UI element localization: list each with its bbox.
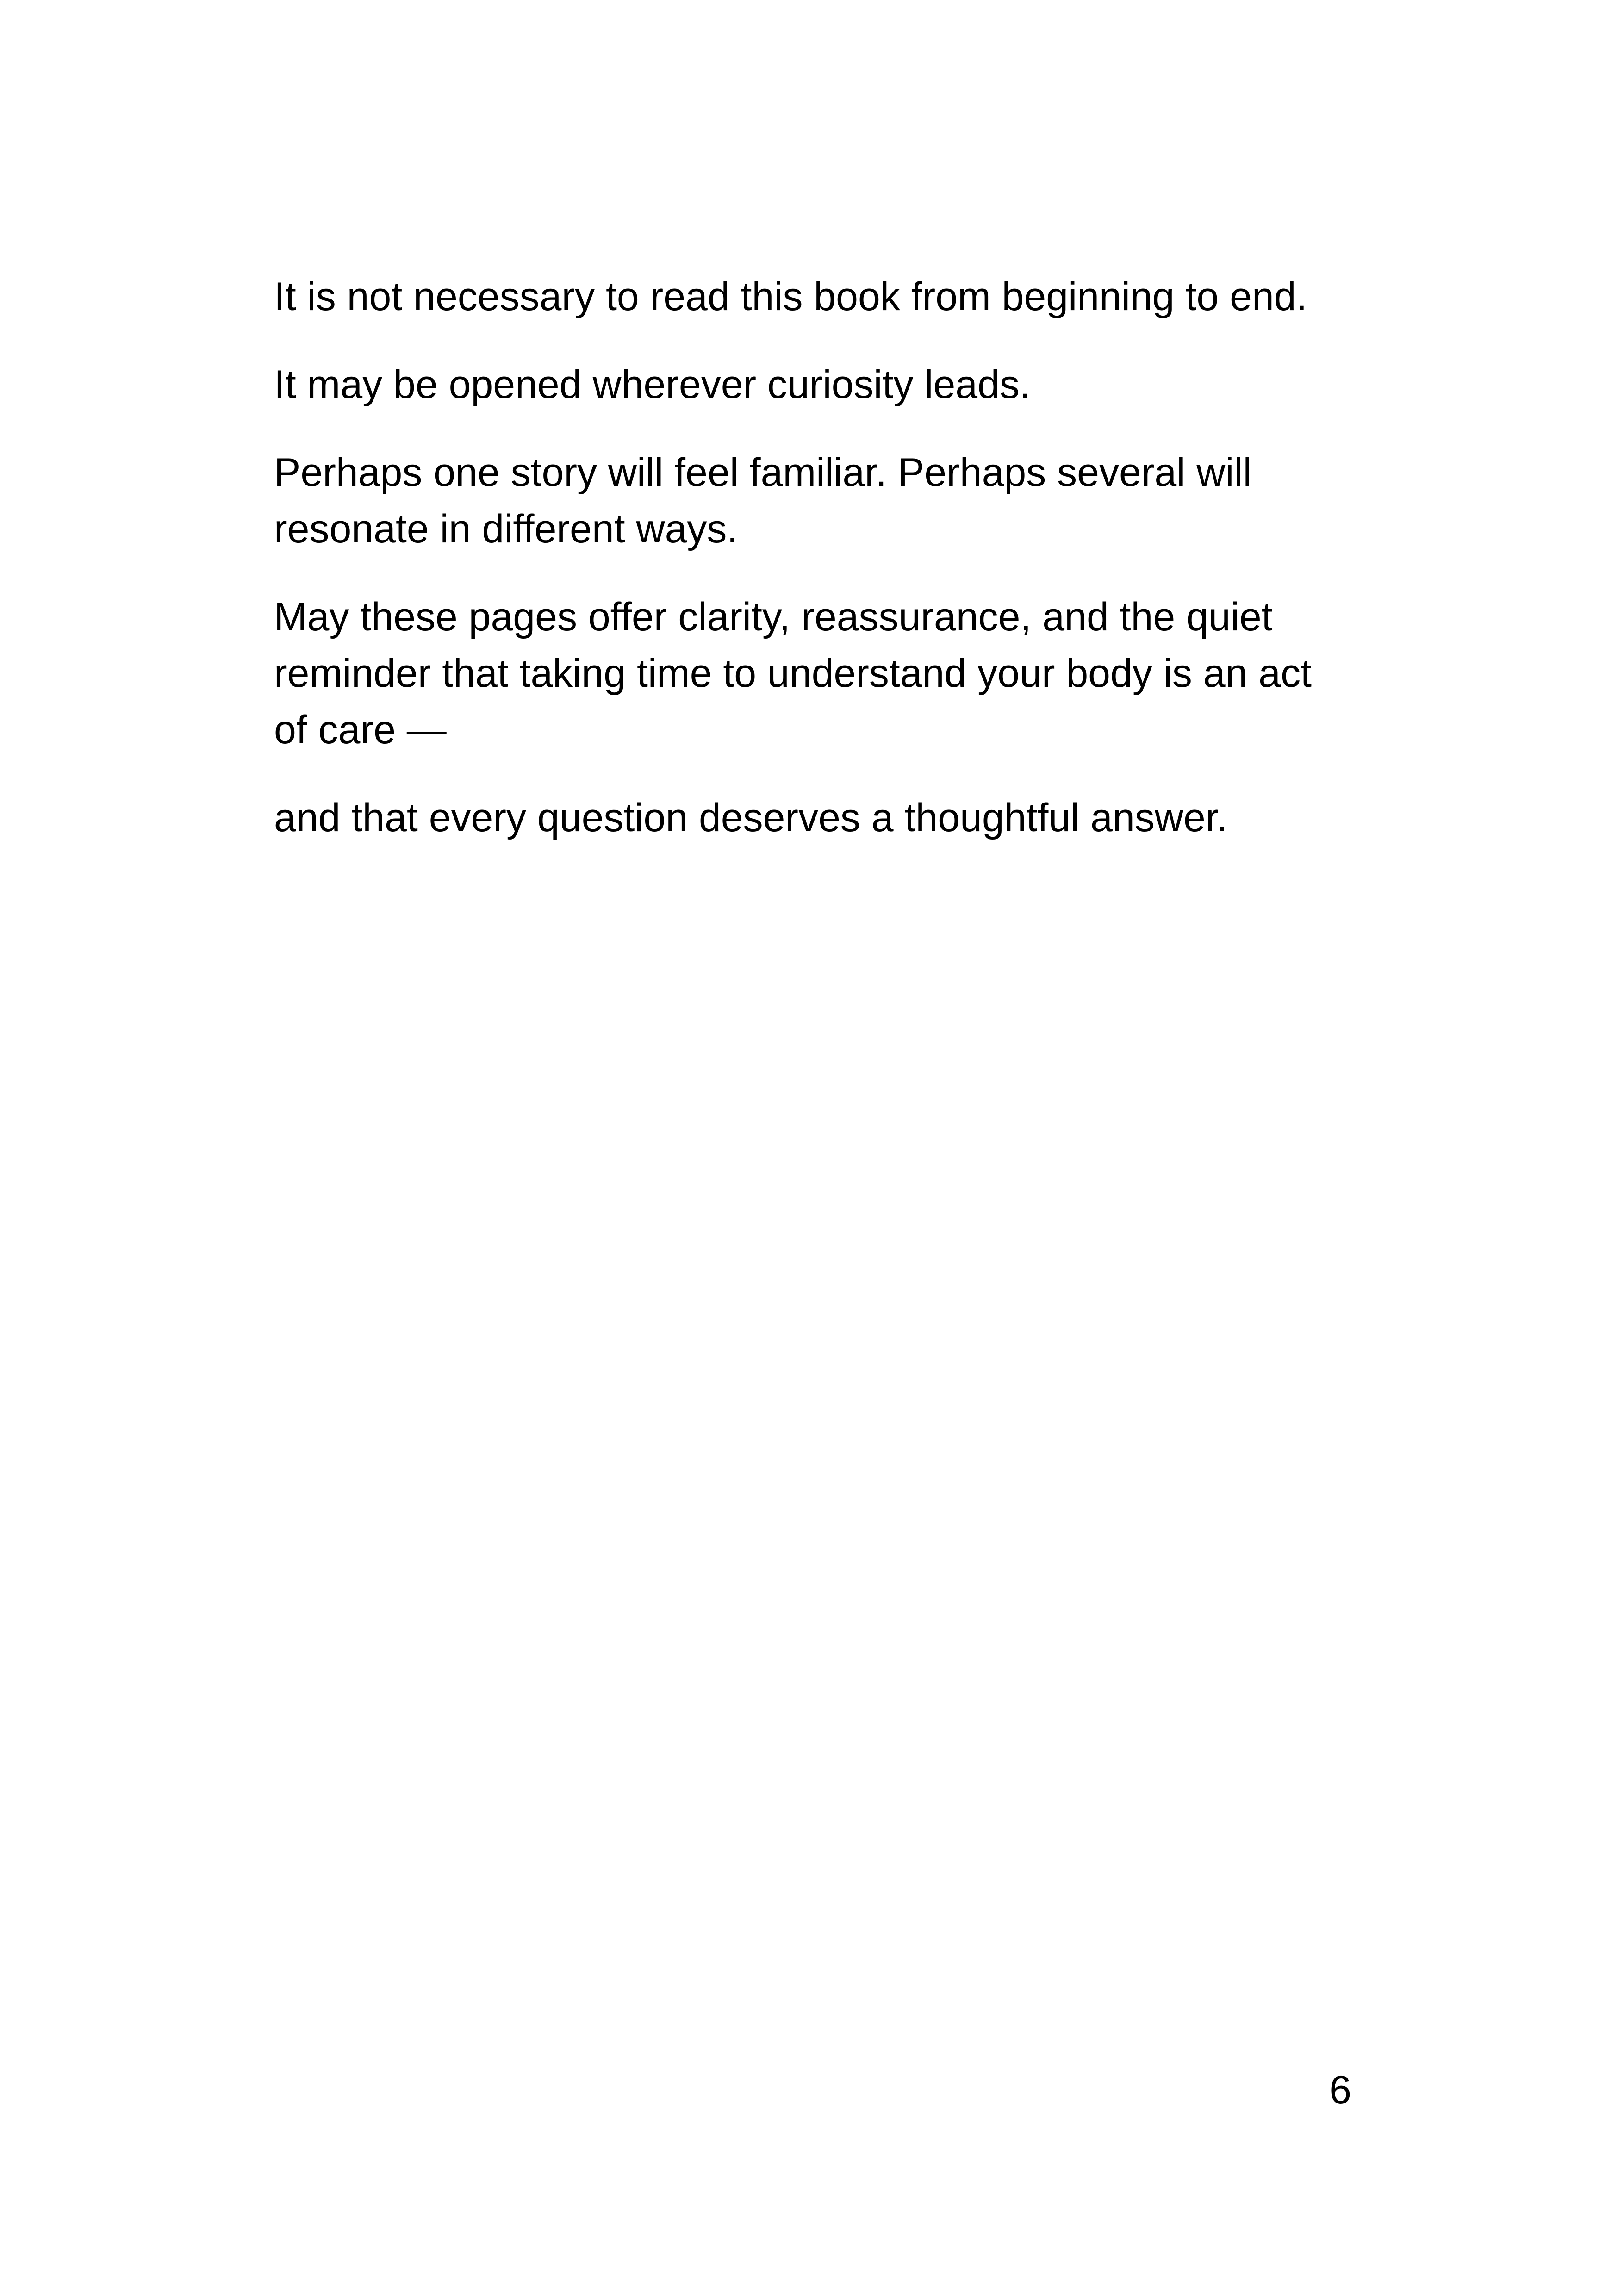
paragraph-clarity-reassurance: May these pages offer clarity, reassurance, and the quiet reminder that taking time to understand your body is an act of care —	[274, 595, 1312, 752]
paragraph-reading-order: It is not necessary to read this book from beginning to end.	[274, 274, 1307, 319]
paragraph-familiar-story: Perhaps one story will feel familiar. Perhaps several will resonate in different ways.	[274, 450, 1252, 551]
paragraph-thoughtful-answer: and that every question deserves a thoughtful answer.	[274, 796, 1228, 840]
body-text	[274, 268, 1351, 877]
paragraph-curiosity: It may be opened wherever curiosity leads.	[274, 362, 1031, 407]
page-number: 6	[1329, 2068, 1351, 2112]
